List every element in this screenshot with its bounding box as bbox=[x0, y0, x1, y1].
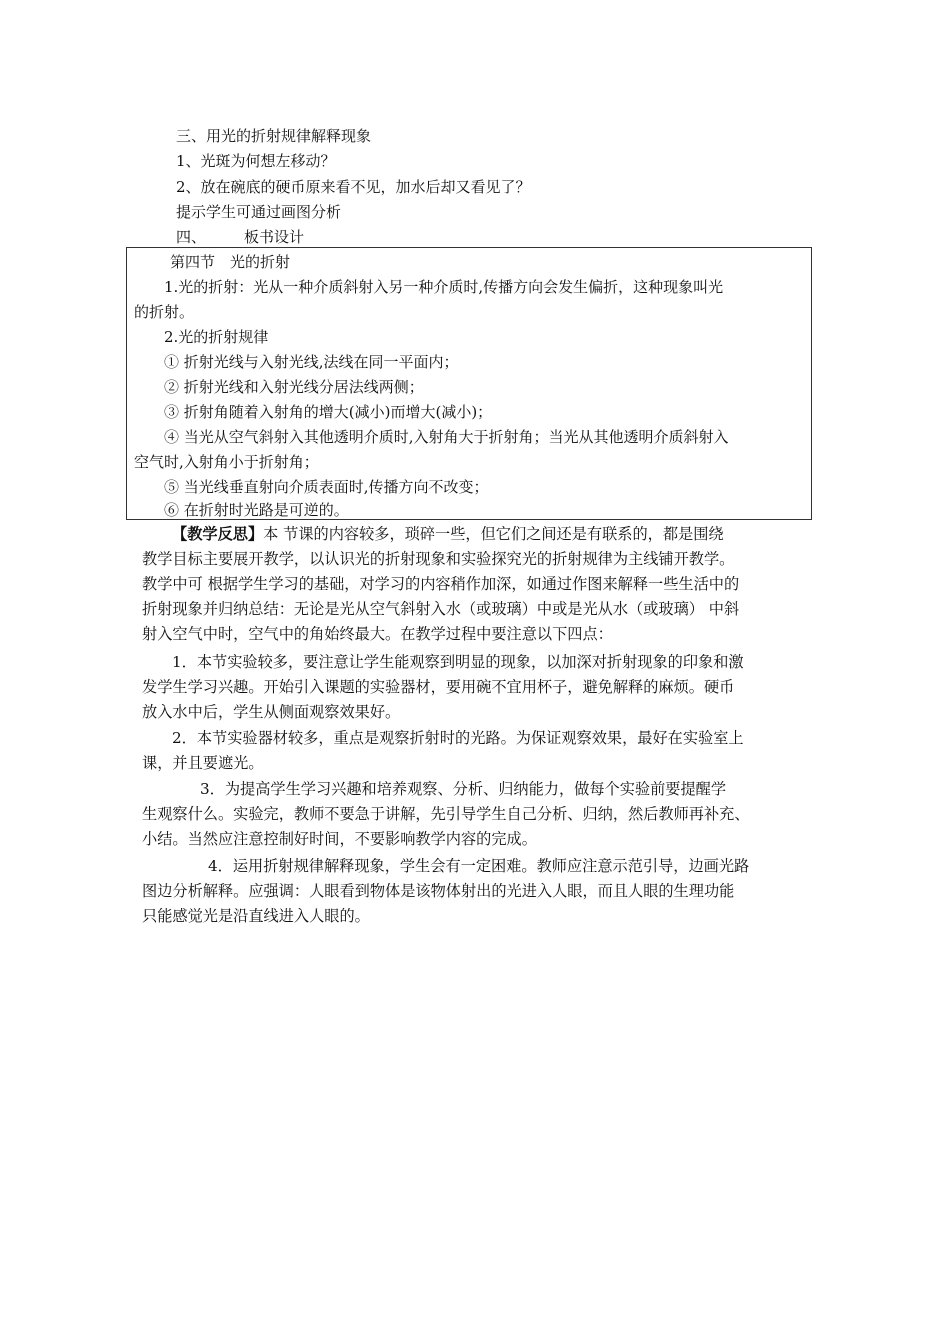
point-4-line-3: 只能感觉光是沿直线进入人眼的。 bbox=[142, 907, 370, 925]
board-rule-5: ⑤ 当光线垂直射向介质表面时,传播方向不改变； bbox=[164, 478, 489, 496]
board-definition-line-2: 的折射。 bbox=[134, 303, 195, 321]
reflection-intro: 本 节课的内容较多，琐碎一些，但它们之间还是有联系的，都是围绕 bbox=[263, 525, 724, 543]
section-4-number: 四、 bbox=[176, 228, 207, 246]
reflection-line-4: 折射现象并归纳总结：无论是光从空气斜射入水（或玻璃）中或是光从水（或玻璃） 中斜 bbox=[142, 600, 740, 618]
reflection-line-1 bbox=[172, 524, 724, 544]
question-2: 2、放在碗底的硬币原来看不见，加水后却又看见了？ bbox=[176, 178, 531, 196]
board-rule-3: ③ 折射角随着入射角的增大(减小)而增大(减小)； bbox=[164, 403, 493, 421]
board-rules-heading: 2.光的折射规律 bbox=[164, 328, 269, 346]
reflection-line-3: 教学中可 根据学生学习的基础，对学习的内容稍作加深，如通过作图来解释一些生活中的 bbox=[142, 575, 740, 593]
point-3-line-3: 小结。当然应注意控制好时间，不要影响教学内容的完成。 bbox=[142, 830, 537, 848]
board-rule-6: ⑥ 在折射时光路是可逆的。 bbox=[164, 501, 349, 519]
section-4-title: 板书设计 bbox=[244, 228, 305, 246]
point-3-line-1: 3．为提高学生学习兴趣和培养观察、分析、归纳能力，做每个实验前要提醒学 bbox=[200, 780, 727, 798]
point-1-line-2: 发学生学习兴趣。开始引入课题的实验器材，要用碗不宜用杯子，避免解释的麻烦。硬币 bbox=[142, 678, 735, 696]
reflection-line-5: 射入空气中时，空气中的角始终最大。在教学过程中要注意以下四点： bbox=[142, 625, 613, 643]
point-3-line-2: 生观察什么。实验完，教师不要急于讲解，先引导学生自己分析、归纳，然后教师再补充、 bbox=[142, 805, 750, 823]
board-rule-4-line-2: 空气时,入射角小于折射角； bbox=[134, 453, 319, 471]
board-title: 第四节 光的折射 bbox=[170, 253, 291, 271]
point-1-line-3: 放入水中后，学生从侧面观察效果好。 bbox=[142, 703, 401, 721]
point-2-line-2: 课，并且要遮光。 bbox=[142, 754, 264, 772]
board-definition-line-1: 1.光的折射：光从一种介质斜射入另一种介质时,传播方向会发生偏折，这种现象叫光 bbox=[164, 278, 724, 296]
hint-text: 提示学生可通过画图分析 bbox=[176, 203, 342, 221]
board-rule-4-line-1: ④ 当光从空气斜射入其他透明介质时,入射角大于折射角；当光从其他透明介质斜射入 bbox=[164, 428, 729, 446]
section-heading: 三、用光的折射规律解释现象 bbox=[176, 127, 372, 145]
point-4-line-1: 4．运用折射规律解释现象，学生会有一定困难。教师应注意示范引导，边画光路 bbox=[208, 857, 750, 875]
point-1-line-1: 1．本节实验较多，要注意让学生能观察到明显的现象，以加深对折射现象的印象和激 bbox=[172, 653, 744, 671]
reflection-line-2: 教学目标主要展开教学，以认识光的折射现象和实验探究光的折射规律为主线铺开教学。 bbox=[142, 550, 735, 568]
question-1: 1、光斑为何想左移动？ bbox=[176, 152, 336, 170]
point-2-line-1: 2．本节实验器材较多，重点是观察折射时的光路。为保证观察效果，最好在实验室上 bbox=[172, 729, 744, 747]
reflection-label: 【教学反思】 bbox=[172, 525, 264, 543]
board-rule-1: ① 折射光线与入射光线,法线在同一平面内； bbox=[164, 353, 459, 371]
board-rule-2: ② 折射光线和入射光线分居法线两侧； bbox=[164, 378, 424, 396]
point-4-line-2: 图边分析解释。应强调：人眼看到物体是该物体射出的光进入人眼，而且人眼的生理功能 bbox=[142, 882, 735, 900]
